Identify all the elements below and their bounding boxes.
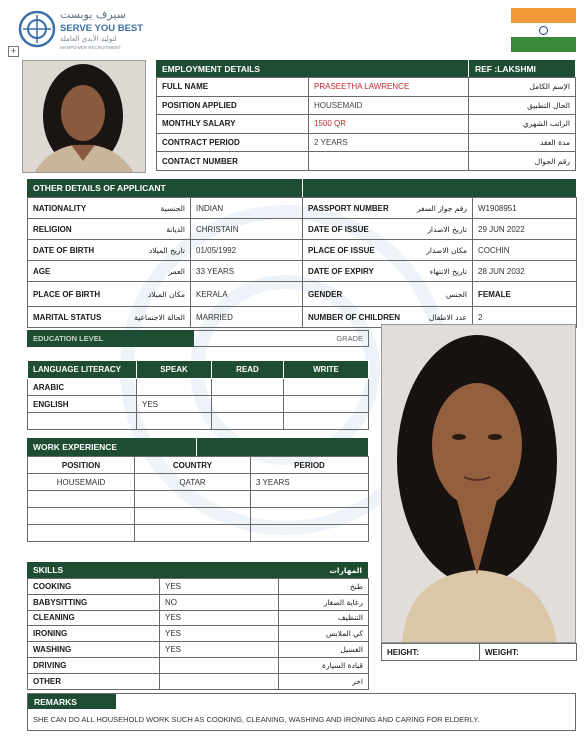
- skill-value: YES: [160, 626, 279, 642]
- skill-label: BABYSITTING: [28, 594, 160, 610]
- field-value: 2 YEARS: [309, 133, 469, 152]
- detail-value: CHRISTAIN: [191, 219, 303, 240]
- field-label: POSITION APPLIED: [157, 96, 309, 115]
- language-header: WRITE: [284, 361, 369, 379]
- other-details-row: [28, 240, 577, 261]
- detail-value: KERALA: [191, 282, 303, 307]
- applicant-photo-large: [381, 324, 576, 643]
- detail-label: PLACE OF BIRTH: [28, 282, 118, 307]
- language-value: [284, 396, 369, 413]
- detail-label-arabic: العمر: [118, 261, 191, 282]
- skills-section: [27, 562, 368, 690]
- work-row: [28, 474, 369, 491]
- other-details-row: [28, 198, 577, 219]
- skill-value: YES: [160, 579, 279, 595]
- weight-label: WEIGHT:: [480, 644, 577, 661]
- india-flag: [511, 8, 576, 52]
- skill-row: [28, 657, 369, 673]
- detail-label: PLACE OF ISSUE: [303, 240, 411, 261]
- field-label: FULL NAME: [157, 78, 309, 97]
- employment-details-section: [156, 60, 575, 171]
- detail-label: MARITAL STATUS: [28, 307, 118, 328]
- skill-label: OTHER: [28, 673, 160, 689]
- field-value: PRASEETHA LAWRENCE: [309, 78, 469, 97]
- field-label-arabic: رقم الجوال: [469, 152, 576, 171]
- work-row: [28, 525, 369, 542]
- skills-table: [27, 578, 369, 690]
- detail-label-arabic: تاريخ الميلاد: [118, 240, 191, 261]
- employment-table: [156, 77, 576, 171]
- skill-value: YES: [160, 642, 279, 658]
- employment-details-header: EMPLOYMENT DETAILS: [156, 60, 468, 77]
- logo-arabic-tagline: لتوليد الأيدي العاملة: [60, 35, 117, 43]
- other-details-row: [28, 282, 577, 307]
- detail-label: DATE OF ISSUE: [303, 219, 411, 240]
- field-value: 1500 QR: [309, 115, 469, 134]
- field-label: CONTACT NUMBER: [157, 152, 309, 171]
- skill-row: [28, 642, 369, 658]
- logo-arabic-name: سيرف يوبست: [60, 8, 126, 21]
- work-header: COUNTRY: [135, 457, 251, 474]
- detail-value: 2: [473, 307, 577, 328]
- detail-value: W1908951: [473, 198, 577, 219]
- logo-name: SERVE YOU BEST: [60, 23, 144, 34]
- language-value: [137, 413, 212, 430]
- detail-value: 33 YEARS: [191, 261, 303, 282]
- skill-row: [28, 610, 369, 626]
- skill-label: COOKING: [28, 579, 160, 595]
- work-header: PERIOD: [251, 457, 369, 474]
- detail-label-arabic: الجنس: [411, 282, 473, 307]
- language-value: YES: [137, 396, 212, 413]
- field-value: HOUSEMAID: [309, 96, 469, 115]
- detail-label-arabic: الجنسية: [118, 198, 191, 219]
- skill-value: [160, 673, 279, 689]
- language-value: [212, 396, 284, 413]
- language-table: [27, 360, 369, 430]
- work-cell: [251, 508, 369, 525]
- skill-label: IRONING: [28, 626, 160, 642]
- other-details-row: [28, 219, 577, 240]
- detail-label: DATE OF EXPIRY: [303, 261, 411, 282]
- skill-row: [28, 579, 369, 595]
- detail-label: GENDER: [303, 282, 411, 307]
- work-cell: [28, 525, 135, 542]
- work-header: POSITION: [28, 457, 135, 474]
- field-label-arabic: الحال التطبيق: [469, 96, 576, 115]
- field-label: CONTRACT PERIOD: [157, 133, 309, 152]
- field-label-arabic: الراتب الشهري: [469, 115, 576, 134]
- work-cell: QATAR: [135, 474, 251, 491]
- language-row: [28, 396, 369, 413]
- skill-label-arabic: كي الملابس: [279, 626, 369, 642]
- detail-label-arabic: تاريخ الانتهاء: [411, 261, 473, 282]
- detail-value: 29 JUN 2022: [473, 219, 577, 240]
- detail-value: INDIAN: [191, 198, 303, 219]
- work-cell: 3 YEARS: [251, 474, 369, 491]
- remarks-text: SHE CAN DO ALL HOUSEHOLD WORK SUCH AS COOKING, CLEANING, WASHING AND IRONING AND CARING FOR ELDERLY.: [33, 715, 480, 724]
- field-label-arabic: الإسم الكامل: [469, 78, 576, 97]
- work-cell: [135, 491, 251, 508]
- skills-header: SKILLS: [33, 565, 64, 575]
- skill-value: YES: [160, 610, 279, 626]
- detail-label-arabic: عدد الاطفال: [411, 307, 473, 328]
- other-details-table: [27, 197, 577, 328]
- skills-header-arabic: المهارات: [329, 565, 362, 575]
- language-name: [28, 413, 137, 430]
- detail-label-arabic: الديانة: [118, 219, 191, 240]
- language-value: [137, 379, 212, 396]
- detail-label-arabic: تاريخ الاصدار: [411, 219, 473, 240]
- applicant-photo-small: [22, 60, 146, 173]
- education-label: EDUCATION LEVEL: [28, 331, 194, 347]
- field-label: MONTHLY SALARY: [157, 115, 309, 134]
- skill-label-arabic: رعاية الصغار: [279, 594, 369, 610]
- work-experience-header: WORK EXPERIENCE: [27, 438, 196, 456]
- height-weight-table: [381, 643, 577, 661]
- work-experience-table: [27, 456, 369, 542]
- height-label: HEIGHT:: [382, 644, 480, 661]
- skill-label-arabic: طبخ: [279, 579, 369, 595]
- detail-value: 28 JUN 2032: [473, 261, 577, 282]
- field-value: [309, 152, 469, 171]
- logo-emblem-icon: [18, 10, 56, 48]
- skill-row: [28, 673, 369, 689]
- company-logo: [18, 8, 148, 52]
- language-value: [212, 413, 284, 430]
- language-row: [28, 379, 369, 396]
- detail-value: FEMALE: [473, 282, 577, 307]
- language-value: [284, 413, 369, 430]
- logo-tagline: MANPOWER RECRUITMENT: [60, 45, 121, 50]
- work-cell: [135, 525, 251, 542]
- other-details-section: [27, 179, 576, 328]
- language-value: [212, 379, 284, 396]
- language-header: LANGUAGE LITERACY: [28, 361, 137, 379]
- detail-label-arabic: مكان الميلاد: [118, 282, 191, 307]
- skill-label-arabic: الغسيل: [279, 642, 369, 658]
- detail-label-arabic: رقم جواز السفر: [411, 198, 473, 219]
- work-cell: [135, 508, 251, 525]
- work-cell: [28, 508, 135, 525]
- skill-row: [28, 626, 369, 642]
- reference-code: REF :LAKSHMI: [468, 60, 575, 77]
- skill-value: NO: [160, 594, 279, 610]
- work-cell: HOUSEMAID: [28, 474, 135, 491]
- education-grade: GRADE: [194, 331, 369, 347]
- work-experience-section: [27, 438, 368, 542]
- detail-label: RELIGION: [28, 219, 118, 240]
- detail-label: DATE OF BIRTH: [28, 240, 118, 261]
- employment-row: [157, 96, 576, 115]
- work-cell: [251, 525, 369, 542]
- remarks-header: REMARKS: [28, 694, 116, 709]
- skill-row: [28, 594, 369, 610]
- detail-value: COCHIN: [473, 240, 577, 261]
- skill-value: [160, 657, 279, 673]
- ashoka-chakra-icon: [539, 26, 548, 35]
- detail-value: MARRIED: [191, 307, 303, 328]
- language-name: ARABIC: [28, 379, 137, 396]
- language-row: [28, 413, 369, 430]
- field-label-arabic: مدة العقد: [469, 133, 576, 152]
- language-header: READ: [212, 361, 284, 379]
- work-row: [28, 508, 369, 525]
- detail-label: NATIONALITY: [28, 198, 118, 219]
- employment-row: [157, 115, 576, 134]
- detail-label: NUMBER OF CHILDREN: [303, 307, 411, 328]
- skill-label-arabic: اخر: [279, 673, 369, 689]
- detail-label: AGE: [28, 261, 118, 282]
- work-cell: [28, 491, 135, 508]
- language-name: ENGLISH: [28, 396, 137, 413]
- detail-value: 01/05/1992: [191, 240, 303, 261]
- work-row: [28, 491, 369, 508]
- skill-label: CLEANING: [28, 610, 160, 626]
- education-table: [27, 330, 369, 347]
- skill-label-arabic: قيادة السيارة: [279, 657, 369, 673]
- language-header: SPEAK: [137, 361, 212, 379]
- language-value: [284, 379, 369, 396]
- detail-label-arabic: الحالة الاجتماعية: [118, 307, 191, 328]
- detail-label: PASSPORT NUMBER: [303, 198, 411, 219]
- employment-row: [157, 78, 576, 97]
- employment-row: [157, 133, 576, 152]
- skill-label: WASHING: [28, 642, 160, 658]
- detail-label-arabic: مكان الاصدار: [411, 240, 473, 261]
- other-details-row: [28, 261, 577, 282]
- table-move-handle-icon[interactable]: +: [8, 46, 19, 57]
- other-details-header: OTHER DETAILS OF APPLICANT: [27, 179, 302, 197]
- skill-label-arabic: التنظيف: [279, 610, 369, 626]
- work-cell: [251, 491, 369, 508]
- employment-row: [157, 152, 576, 171]
- skill-label: DRIVING: [28, 657, 160, 673]
- remarks-section: [27, 693, 576, 731]
